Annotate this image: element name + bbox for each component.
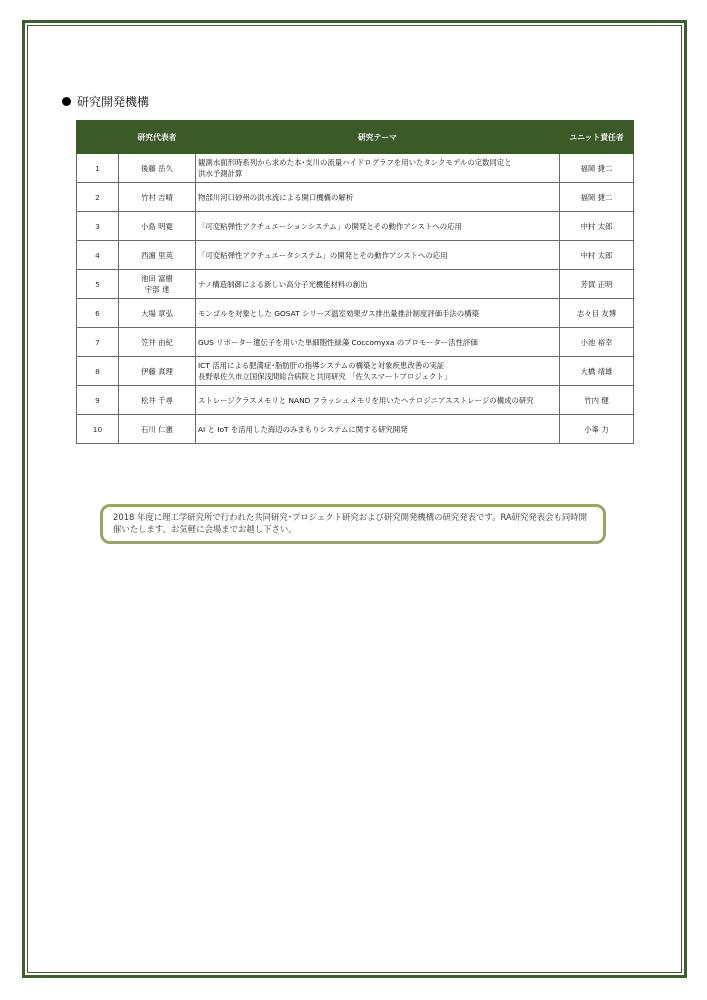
- header-num: [77, 121, 119, 154]
- theme-line: 物部川河口砂州の洪水流による開口機構の解析: [198, 192, 354, 202]
- section-title: 研究開発機構: [77, 95, 150, 109]
- representative-name: 西濵 里英: [141, 250, 173, 260]
- table-row: [77, 241, 634, 270]
- table-row: [77, 270, 634, 299]
- theme-cell: [196, 241, 560, 270]
- notice-text: 2018 年度に理工学研究所で行われた共同研究･プロジェクト研究および研究開発機構の研究発表です。RA研究発表会も同時開催いたします。お気軽に会場までお越し下さい。: [113, 512, 588, 534]
- theme-line: 「可変粘弾性アクチュエーションシステム」の開発とその動作アシストへの応用: [198, 221, 462, 231]
- representative-name: 宇部 達: [144, 285, 170, 294]
- unit-leader-cell: 小池 裕幸: [560, 328, 634, 357]
- theme-line: 観測水面形時系列から求めた本･支川の流量ハイドログラフを用いたタンクモデルの定数同定と: [198, 158, 512, 167]
- representative-cell: [119, 386, 196, 415]
- theme-cell: [196, 212, 560, 241]
- theme-cell: [196, 328, 560, 357]
- theme-cell: [196, 415, 560, 444]
- row-number: 8: [77, 357, 119, 386]
- table-row: [77, 212, 634, 241]
- table-row: [77, 154, 634, 183]
- theme-cell: [196, 386, 560, 415]
- theme-cell: [196, 357, 560, 386]
- theme-line: 洪水予測計算: [198, 169, 243, 178]
- representative-cell: [119, 154, 196, 183]
- theme-line: 「可変粘弾性アクチュエータシステム」の開発とその動作アシストへの応用: [198, 250, 448, 260]
- unit-leader-cell: 小峯 力: [560, 415, 634, 444]
- unit-leader-cell: 大橋 靖雄: [560, 357, 634, 386]
- row-number: 5: [77, 270, 119, 299]
- representative-name: 池田 富樹: [141, 274, 173, 283]
- section-heading: [62, 93, 149, 110]
- header-unit: ユニット責任者: [560, 121, 634, 154]
- theme-line: AI と IoT を活用した海辺のみまもりシステムに関する研究開発: [198, 424, 408, 434]
- theme-line: ICT 活用による肥満症･脂肪肝の指導システムの構築と対象疾患改善の実証: [198, 361, 445, 370]
- representative-cell: [119, 183, 196, 212]
- representative-cell: [119, 357, 196, 386]
- theme-cell: [196, 299, 560, 328]
- table-row: [77, 299, 634, 328]
- representative-name: 大場 章弘: [141, 308, 173, 318]
- theme-line: ナノ構造制御による新しい高分子光機能材料の創出: [198, 279, 368, 289]
- bullet-icon: [62, 97, 71, 106]
- representative-name: 伊藤 真理: [141, 366, 173, 376]
- representative-name: 竹村 吉晴: [141, 192, 173, 202]
- unit-leader-cell: 福岡 捷二: [560, 154, 634, 183]
- row-number: 7: [77, 328, 119, 357]
- theme-cell: [196, 183, 560, 212]
- representative-name: 後藤 岳久: [141, 163, 173, 173]
- theme-line: GUS リポーター遺伝子を用いた単細胞性緑藻 Coccomyxa のプロモーター活性評価: [198, 337, 478, 347]
- representative-name: 松井 千尋: [141, 395, 173, 405]
- row-number: 6: [77, 299, 119, 328]
- theme-cell: [196, 270, 560, 299]
- table-row: [77, 357, 634, 386]
- table-row: [77, 328, 634, 357]
- row-number: 4: [77, 241, 119, 270]
- table-row: [77, 386, 634, 415]
- row-number: 2: [77, 183, 119, 212]
- unit-leader-cell: 福岡 捷二: [560, 183, 634, 212]
- research-table: [76, 120, 634, 444]
- representative-cell: [119, 328, 196, 357]
- unit-leader-cell: 志々目 友博: [560, 299, 634, 328]
- table-row: [77, 415, 634, 444]
- representative-name: 笠井 由紀: [141, 337, 173, 347]
- representative-name: 小島 明寛: [141, 221, 173, 231]
- representative-cell: [119, 415, 196, 444]
- representative-cell: [119, 270, 196, 299]
- representative-cell: [119, 299, 196, 328]
- unit-leader-cell: 中村 太郎: [560, 212, 634, 241]
- header-representative: 研究代表者: [119, 121, 196, 154]
- unit-leader-cell: 竹内 健: [560, 386, 634, 415]
- row-number: 10: [77, 415, 119, 444]
- theme-line: ストレージクラスメモリと NAND フラッシュメモリを用いたヘテロジニアスストレージの構成の研究: [198, 395, 534, 405]
- theme-line: 長野県佐久市立国保浅間総合病院と共同研究 「佐久スマートプロジェクト」: [198, 372, 452, 381]
- table-header-row: [77, 121, 634, 154]
- table-row: [77, 183, 634, 212]
- header-theme: 研究テーマ: [196, 121, 560, 154]
- representative-cell: [119, 212, 196, 241]
- row-number: 1: [77, 154, 119, 183]
- theme-cell: [196, 154, 560, 183]
- representative-name: 石川 仁憲: [141, 424, 173, 434]
- unit-leader-cell: 芳賀 正明: [560, 270, 634, 299]
- theme-line: モンゴルを対象とした GOSAT シリーズ温室効果ガス排出量推計制度評価手法の構築: [198, 308, 479, 318]
- representative-cell: [119, 241, 196, 270]
- notice-box: [100, 504, 606, 544]
- row-number: 3: [77, 212, 119, 241]
- unit-leader-cell: 中村 太郎: [560, 241, 634, 270]
- row-number: 9: [77, 386, 119, 415]
